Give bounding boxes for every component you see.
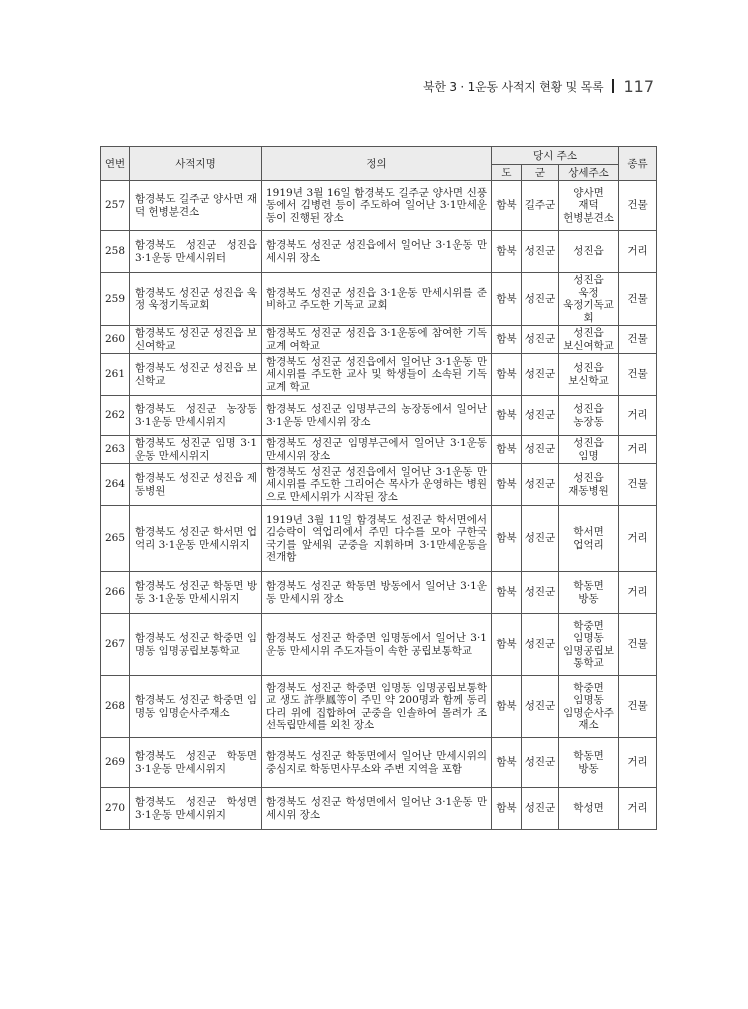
- cell-number: 265: [101, 506, 130, 572]
- cell-type: 거리: [619, 788, 657, 830]
- table-row: [101, 273, 657, 326]
- cell-detail-address: 학성면: [559, 788, 619, 830]
- cell-province: 함북: [492, 354, 522, 396]
- cell-province: 함북: [492, 231, 522, 273]
- cell-detail-address: 양사면 재덕 헌병분견소: [559, 181, 619, 231]
- cell-number: 258: [101, 231, 130, 273]
- cell-definition: 함경북도 성진군 성진읍 3·1운동에 참여한 기독교계 여학교: [262, 326, 492, 354]
- cell-county: 성진군: [522, 738, 559, 788]
- cell-detail-address: 성진읍 농장동: [559, 396, 619, 436]
- column-header-gun: 군: [522, 165, 559, 181]
- cell-detail-address: 성진읍 임명: [559, 436, 619, 464]
- cell-detail-address: 성진읍 보신여학교: [559, 326, 619, 354]
- cell-number: 266: [101, 572, 130, 614]
- cell-county: 성진군: [522, 354, 559, 396]
- table-header: [101, 147, 657, 181]
- cell-definition: 함경북도 성진군 학성면에서 일어난 3·1운동 만세시위 장소: [262, 788, 492, 830]
- cell-number: 263: [101, 436, 130, 464]
- cell-detail-address: 학동면 방동: [559, 572, 619, 614]
- table-row: [101, 326, 657, 354]
- cell-type: 건물: [619, 614, 657, 676]
- table-row: [101, 396, 657, 436]
- cell-province: 함북: [492, 436, 522, 464]
- column-header-no: 연번: [101, 147, 130, 181]
- table-row: [101, 464, 657, 506]
- cell-definition: 1919년 3월 16일 함경북도 길주군 양사면 신풍동에서 김병련 등이 주도하여 일어난 3·1만세운동이 진행된 장소: [262, 181, 492, 231]
- cell-number: 260: [101, 326, 130, 354]
- column-header-do: 도: [492, 165, 522, 181]
- cell-site-name: 함경북도 성진군 학중면 임명동 임명공립보통학교: [130, 614, 262, 676]
- cell-site-name: 함경북도 성진군 학중면 임명동 임명순사주재소: [130, 676, 262, 738]
- header-divider: [612, 79, 614, 93]
- running-header-title: 북한 3 · 1운동 사적지 현황 및 목록: [422, 79, 604, 94]
- cell-type: 건물: [619, 464, 657, 506]
- cell-definition: 함경북도 성진군 임명부근의 농장동에서 일어난 3·1운동 만세시위 장소: [262, 396, 492, 436]
- table-row: [101, 738, 657, 788]
- cell-definition: 1919년 3월 11일 함경북도 성진군 학서면에서 김승락이 역업리에서 주민 다수를 모아 구한국 국기를 앞세워 군중을 지휘하며 3·1만세운동을 전개함: [262, 506, 492, 572]
- cell-detail-address: 성진읍 욱정 욱정기독교 회: [559, 273, 619, 326]
- cell-number: 262: [101, 396, 130, 436]
- cell-type: 건물: [619, 354, 657, 396]
- cell-county: 성진군: [522, 614, 559, 676]
- table-row: [101, 354, 657, 396]
- cell-province: 함북: [492, 464, 522, 506]
- cell-county: 성진군: [522, 572, 559, 614]
- cell-site-name: 함경북도 성진군 성진읍 보신학교: [130, 354, 262, 396]
- cell-type: 건물: [619, 676, 657, 738]
- cell-type: 거리: [619, 231, 657, 273]
- cell-province: 함북: [492, 614, 522, 676]
- cell-county: 성진군: [522, 464, 559, 506]
- cell-definition: 함경북도 성진군 성진읍에서 일어난 3·1운동 만세시위를 주도한 그리어슨 목사가 운영하는 병원으로 만세시위가 시작된 장소: [262, 464, 492, 506]
- cell-definition: 함경북도 성진군 성진읍에서 일어난 3·1운동 만세시위를 주도한 교사 및 학생들이 소속된 기독교계 학교: [262, 354, 492, 396]
- table-row: [101, 676, 657, 738]
- cell-definition: 함경북도 성진군 성진읍에서 일어난 3·1운동 만세시위 장소: [262, 231, 492, 273]
- cell-site-name: 함경북도 성진군 성진읍 제동병원: [130, 464, 262, 506]
- column-header-address-group: 당시 주소: [492, 147, 619, 165]
- cell-site-name: 함경북도 길주군 양사면 재덕 헌병분견소: [130, 181, 262, 231]
- column-header-site-name: 사적지명: [130, 147, 262, 181]
- table-row: [101, 614, 657, 676]
- cell-province: 함북: [492, 273, 522, 326]
- table-body: [101, 181, 657, 830]
- cell-type: 거리: [619, 506, 657, 572]
- table-row: [101, 181, 657, 231]
- cell-definition: 함경북도 성진군 학중면 임명동 임명공립보통학교 생도 許學鳳等이 주민 약 200명과 함께 동리 다리 위에 집합하여 군중을 인솔하여 몰려가 조선독립만세를 외친 장소: [262, 676, 492, 738]
- cell-province: 함북: [492, 396, 522, 436]
- cell-definition: 함경북도 성진군 임명부근에서 일어난 3·1운동 만세시위 장소: [262, 436, 492, 464]
- cell-type: 건물: [619, 181, 657, 231]
- cell-type: 거리: [619, 572, 657, 614]
- cell-number: 264: [101, 464, 130, 506]
- cell-county: 성진군: [522, 326, 559, 354]
- cell-province: 함북: [492, 181, 522, 231]
- cell-number: 259: [101, 273, 130, 326]
- cell-type: 건물: [619, 273, 657, 326]
- cell-number: 257: [101, 181, 130, 231]
- cell-definition: 함경북도 성진군 학중면 임명동에서 일어난 3·1운동 만세시위 주도자들이 속한 공립보통학교: [262, 614, 492, 676]
- cell-site-name: 함경북도 성진군 성진읍 욱정 욱정기독교회: [130, 273, 262, 326]
- cell-type: 거리: [619, 738, 657, 788]
- cell-site-name: 함경북도 성진군 학동면 3·1운동 만세시위지: [130, 738, 262, 788]
- cell-number: 270: [101, 788, 130, 830]
- historic-sites-table: [100, 146, 657, 830]
- cell-county: 성진군: [522, 676, 559, 738]
- cell-number: 268: [101, 676, 130, 738]
- cell-site-name: 함경북도 성진군 학서면 업억리 3·1운동 만세시위지: [130, 506, 262, 572]
- cell-detail-address: 학동면 방동: [559, 738, 619, 788]
- cell-county: 성진군: [522, 788, 559, 830]
- cell-site-name: 함경북도 성진군 학성면 3·1운동 만세시위지: [130, 788, 262, 830]
- cell-county: 성진군: [522, 436, 559, 464]
- cell-site-name: 함경북도 성진군 농장동 3·1운동 만세시위지: [130, 396, 262, 436]
- cell-site-name: 함경북도 성진군 학동면 방동 3·1운동 만세시위지: [130, 572, 262, 614]
- column-header-detail-address: 상세주소: [559, 165, 619, 181]
- table-row: [101, 506, 657, 572]
- cell-number: 267: [101, 614, 130, 676]
- cell-site-name: 함경북도 성진군 성진읍 보신여학교: [130, 326, 262, 354]
- cell-number: 269: [101, 738, 130, 788]
- cell-type: 거리: [619, 436, 657, 464]
- cell-province: 함북: [492, 506, 522, 572]
- cell-detail-address: 학중면 임명동 임명순사주 재소: [559, 676, 619, 738]
- cell-province: 함북: [492, 788, 522, 830]
- cell-county: 성진군: [522, 231, 559, 273]
- cell-province: 함북: [492, 326, 522, 354]
- cell-county: 성진군: [522, 506, 559, 572]
- page-header: [423, 76, 654, 96]
- cell-detail-address: 성진읍: [559, 231, 619, 273]
- table-row: [101, 436, 657, 464]
- cell-province: 함북: [492, 676, 522, 738]
- cell-type: 건물: [619, 326, 657, 354]
- table-row: [101, 231, 657, 273]
- cell-county: 성진군: [522, 273, 559, 326]
- table-row: [101, 572, 657, 614]
- cell-definition: 함경북도 성진군 학동면에서 일어난 만세시위의 중심지로 학동면사무소와 주변 지역을 포함: [262, 738, 492, 788]
- cell-site-name: 함경북도 성진군 임명 3·1운동 만세시위지: [130, 436, 262, 464]
- page-number: 117: [623, 76, 654, 96]
- cell-detail-address: 학중면 임명동 임명공립보 통학교: [559, 614, 619, 676]
- cell-county: 성진군: [522, 396, 559, 436]
- cell-county: 길주군: [522, 181, 559, 231]
- cell-detail-address: 학서면 업억리: [559, 506, 619, 572]
- cell-detail-address: 성진읍 재동병원: [559, 464, 619, 506]
- cell-number: 261: [101, 354, 130, 396]
- cell-definition: 함경북도 성진군 성진읍 3·1운동 만세시위를 준비하고 주도한 기독교 교회: [262, 273, 492, 326]
- cell-definition: 함경북도 성진군 학동면 방동에서 일어난 3·1운동 만세시위 장소: [262, 572, 492, 614]
- cell-type: 거리: [619, 396, 657, 436]
- table-row: [101, 788, 657, 830]
- cell-province: 함북: [492, 572, 522, 614]
- cell-site-name: 함경북도 성진군 성진읍 3·1운동 만세시위터: [130, 231, 262, 273]
- column-header-definition: 정의: [262, 147, 492, 181]
- cell-province: 함북: [492, 738, 522, 788]
- column-header-type: 종류: [619, 147, 657, 181]
- cell-detail-address: 성진읍 보신학교: [559, 354, 619, 396]
